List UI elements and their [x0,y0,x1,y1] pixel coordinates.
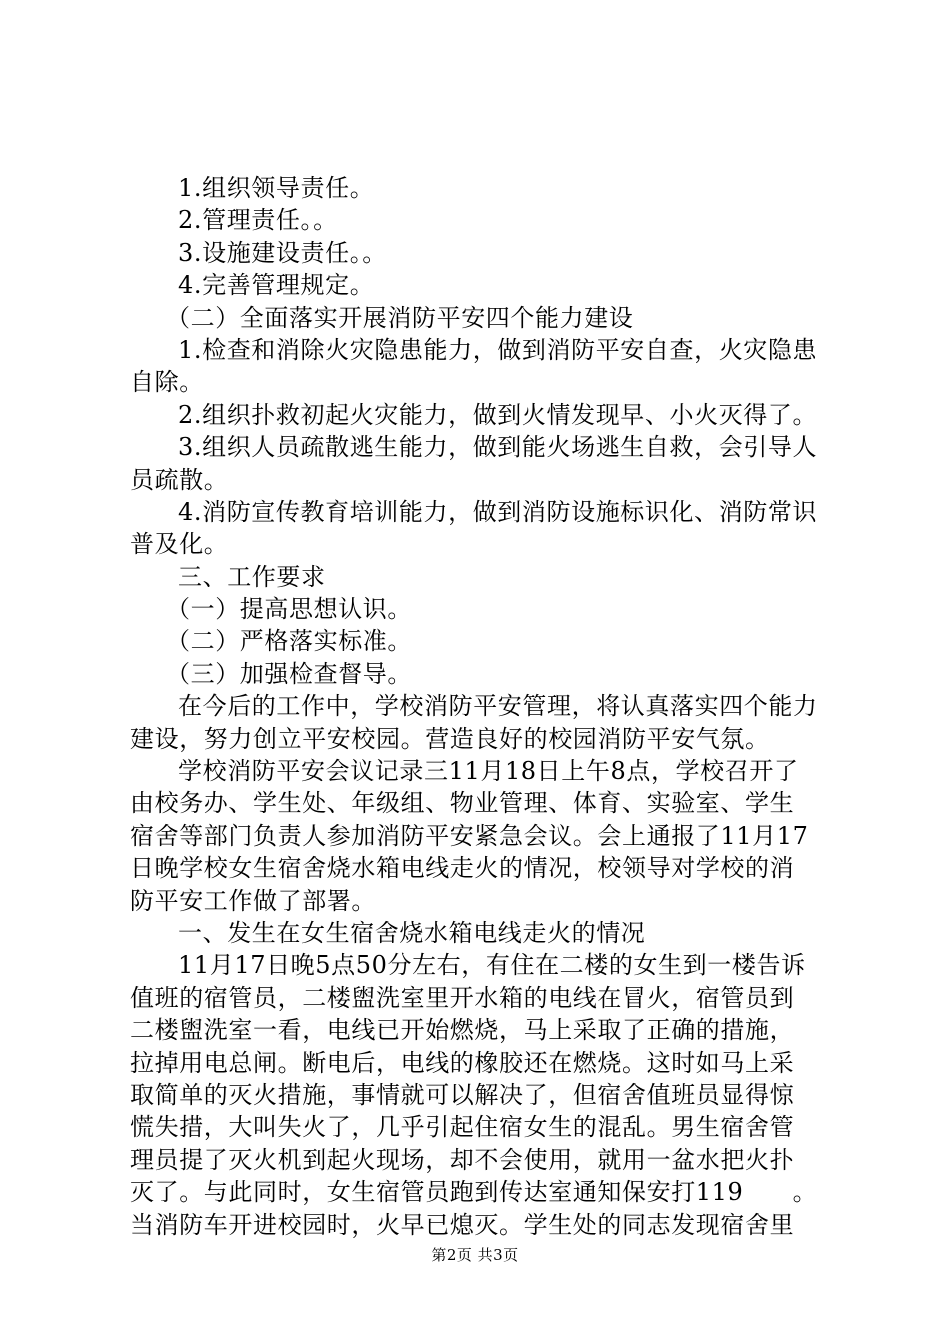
text-line: 3.设施建设责任。。 [178,238,387,267]
text-line: 宿舍等部门负责人参加消防平安紧急会议。会上通报了11月17 [130,821,809,850]
text-line: 一、发生在女生宿舍烧水箱电线走火的情况 [178,918,646,947]
page-footer: 第2页 共3页 [431,1246,519,1264]
text-line: 在今后的工作中，学校消防平安管理，将认真落实四个能力 [178,692,818,721]
text-line: 2.组织扑救初起火灾能力，做到火情发现早、小火灭得了。 [178,400,818,429]
text-line: 学校消防平安会议记录三11月18日上午8点，学校召开了 [178,757,799,786]
text-line: 3.组织人员疏散逃生能力，做到能火场逃生自救，会引导人 [178,433,818,462]
text-line: 当消防车开进校园时，火早已熄灭。学生处的同志发现宿舍里 [130,1210,795,1239]
text-line: 由校务办、学生处、年级组、物业管理、体育、实验室、学生 [130,789,795,818]
text-line: 慌失措，大叫失火了，几乎引起住宿女生的混乱。男生宿舍管 [130,1113,795,1142]
text-line: 2.管理责任。。 [178,206,338,235]
text-line: 11月17日晚5点50分左右，有住在二楼的女生到一楼告诉 [178,951,806,980]
text-line: 员疏散。 [130,465,229,494]
text-line: 普及化。 [130,530,229,559]
text-line: 4.完善管理规定。 [178,271,375,300]
text-line: 二楼盥洗室一看，电线已开始燃烧，马上采取了正确的措施， [130,1016,795,1045]
text-line: 灭了。与此同时，女生宿管员跑到传达室通知保安打119 。 [130,1178,818,1207]
text-line: 日晚学校女生宿舍烧水箱电线走火的情况，校领导对学校的消 [130,854,795,883]
text-line: 1.检查和消除火灾隐患能力，做到消防平安自查，火灾隐患 [178,335,818,364]
text-line: 自除。 [130,368,204,397]
text-line: （二）严格落实标准。 [166,627,412,656]
text-line: （三）加强检查督导。 [166,659,412,688]
text-line: 4.消防宣传教育培训能力，做到消防设施标识化、消防常识 [178,497,818,526]
text-line: 1.组织领导责任。 [178,174,375,202]
text-line: 建设，努力创立平安校园。营造良好的校园消防平安气氛。 [130,724,770,753]
text-line: 值班的宿管员，二楼盥洗室里开水箱的电线在冒火，宿管员到 [130,983,795,1012]
text-line: 理员提了灭火机到起火现场，却不会使用，就用一盆水把火扑 [130,1145,795,1174]
document-body [130,172,835,1241]
text-line: （一）提高思想认识。 [166,595,412,624]
text-line: 防平安工作做了部署。 [130,886,376,915]
text-line: 拉掉用电总闸。断电后，电线的橡胶还在燃烧。这时如马上采 [130,1048,795,1077]
text-line: （二）全面落实开展消防平安四个能力建设 [166,303,634,332]
text-line: 取简单的灭火措施，事情就可以解决了，但宿舍值班员显得惊 [130,1080,795,1109]
text-line: 三、工作要求 [178,562,326,591]
